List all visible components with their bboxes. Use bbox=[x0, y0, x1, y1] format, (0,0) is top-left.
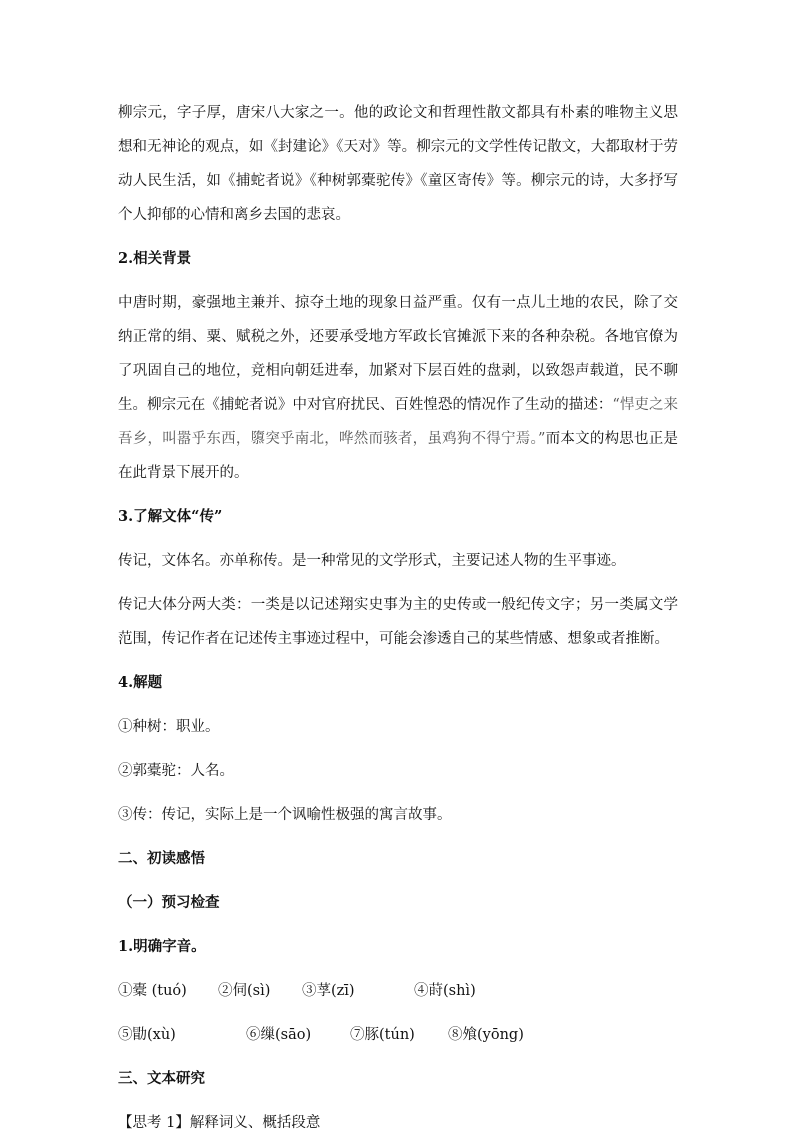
title-explanation-item: ②郭橐驼：人名。 bbox=[118, 763, 234, 779]
pronunciation-item: ⑦豚(tún) bbox=[350, 1027, 415, 1043]
part3-heading: 三、文本研究 bbox=[118, 1070, 205, 1087]
pronunciation-heading: 1.明确字音。 bbox=[118, 938, 206, 955]
pronunciation-item: ④莳(shì) bbox=[414, 983, 476, 999]
pronunciation-item: ③莩(zī) bbox=[302, 983, 355, 999]
section3-heading: 3.了解文体“传” bbox=[118, 508, 223, 525]
background-paragraph bbox=[118, 286, 678, 490]
section2-heading: 2.相关背景 bbox=[118, 250, 192, 267]
part2-heading: 二、初读感悟 bbox=[118, 850, 205, 867]
pronunciation-item: ⑤勖(xù) bbox=[118, 1027, 176, 1043]
pronunciation-row-1 bbox=[118, 974, 678, 1008]
pronunciation-item: ⑥缫(sāo) bbox=[246, 1027, 312, 1043]
background-quote: “悍吏之来吾乡，叫嚣乎东西，隳突乎南北，哗然而骇者，虽鸡狗不得宁焉。” bbox=[118, 397, 679, 447]
pronunciation-item: ②伺(sì) bbox=[218, 983, 271, 999]
background-text-after: 而本文的构思也正是在此背景下展开的。 bbox=[118, 431, 678, 481]
intro-paragraph: 柳宗元，字子厚，唐宋八大家之一。他的政论文和哲理性散文都具有朴素的唯物主义思想和无神论的观点，如《封建论》《天对》等。柳宗元的文学性传记散文，大都取材于劳动人民生活，如《捕蛇者说》《种树郭橐驼传》《童区寄传》等。柳宗元的诗，大多抒写个人抑郁的心情和离乡去国的悲哀。 bbox=[118, 105, 678, 223]
think-1-prompt: 【思考 1】解释词义、概括段意 bbox=[118, 1115, 321, 1131]
genre-paragraph-2: 传记大体分两大类：一类是以记述翔实史事为主的史传或一般纪传文字；另一类属文学范围，传记作者在记述传主事迹过程中，可能会渗透自己的某些情感、想象或者推断。 bbox=[118, 597, 678, 647]
title-explanation-item: ①种树：职业。 bbox=[118, 719, 220, 735]
part2-sub-heading: （一）预习检查 bbox=[118, 894, 220, 911]
genre-paragraph-1: 传记，文体名。亦单称传。是一种常见的文学形式，主要记述人物的生平事迹。 bbox=[118, 553, 626, 569]
pronunciation-item: ①橐 (tuó) bbox=[118, 983, 187, 999]
section4-heading: 4.解题 bbox=[118, 674, 163, 691]
background-text-before: 中唐时期，豪强地主兼并、掠夺土地的现象日益严重。仅有一点儿土地的农民，除了交纳正常的绢、粟、赋税之外，还要承受地方军政长官摊派下来的各种杂税。各地官僚为了巩固自己的地位，竞相向朝廷进奉，加紧对下层百姓的盘剥，以致怨声载道，民不聊生。柳宗元在《捕蛇者说》中对官府扰民、百姓惶恐的情况作了生动的描述： bbox=[118, 295, 678, 413]
title-explanation-item: ③传：传记，实际上是一个讽喻性极强的寓言故事。 bbox=[118, 807, 452, 823]
pronunciation-item: ⑧飧(yōng) bbox=[448, 1027, 524, 1043]
document-content bbox=[118, 96, 678, 1140]
pronunciation-row-2 bbox=[118, 1018, 678, 1052]
